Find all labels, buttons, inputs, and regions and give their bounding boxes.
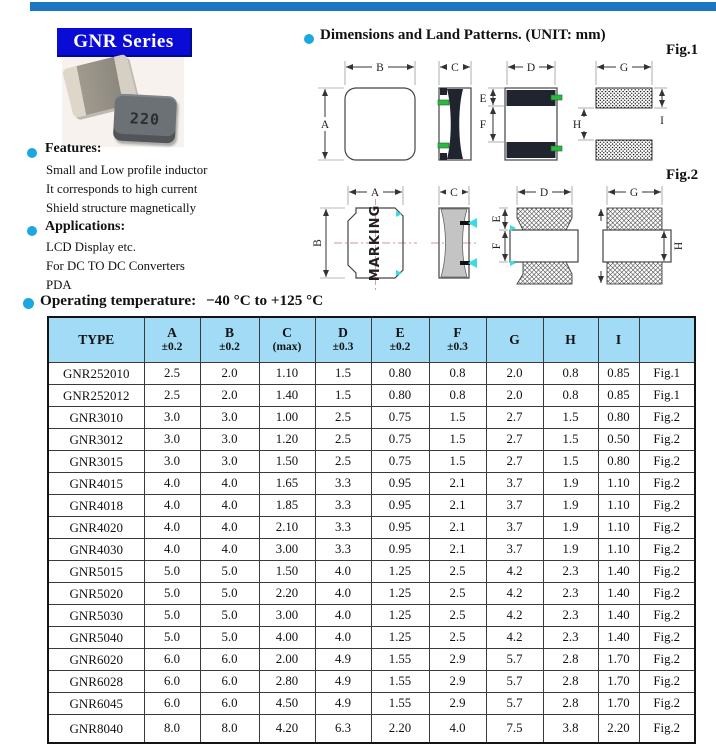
dim-label-D: D <box>526 62 536 74</box>
electrode-mark-green <box>438 100 449 105</box>
table-cell: 2.3 <box>543 561 598 583</box>
table-cell: 4.0 <box>315 627 371 649</box>
column-header-A: A ±0.2 <box>144 317 200 363</box>
table-cell: GNR5015 <box>48 561 144 583</box>
table-cell: 5.0 <box>144 627 200 649</box>
table-cell: GNR5020 <box>48 583 144 605</box>
fig2-bottom-view <box>491 185 578 284</box>
table-cell: 4.0 <box>200 539 259 561</box>
table-cell: GNR3012 <box>48 429 144 451</box>
table-cell: 2.7 <box>486 429 543 451</box>
table-row <box>48 715 695 744</box>
operating-temperature-line <box>40 292 323 310</box>
table-cell: 6.0 <box>200 671 259 693</box>
table-cell: 2.3 <box>543 583 598 605</box>
cyan-mark <box>510 260 516 266</box>
table-cell: 0.95 <box>371 473 429 495</box>
table-cell: 5.0 <box>200 583 259 605</box>
table-cell: Fig.2 <box>639 473 695 495</box>
table-cell: 3.7 <box>486 495 543 517</box>
table-cell: 2.80 <box>259 671 315 693</box>
column-header-G: G <box>486 317 543 363</box>
table-cell: 2.5 <box>315 407 371 429</box>
table-cell: 1.25 <box>371 561 429 583</box>
table-cell: 2.5 <box>144 363 200 385</box>
table-cell: 6.0 <box>144 693 200 715</box>
table-row <box>48 451 695 473</box>
table-row <box>48 671 695 693</box>
table-cell: 2.5 <box>144 385 200 407</box>
table-row <box>48 363 695 385</box>
table-cell: Fig.2 <box>639 451 695 473</box>
table-cell: 5.0 <box>144 561 200 583</box>
table-cell: 1.50 <box>259 561 315 583</box>
feature-item: It corresponds to high current <box>46 182 198 196</box>
table-cell: 3.0 <box>144 451 200 473</box>
table-cell: 2.3 <box>543 605 598 627</box>
table-cell: Fig.2 <box>639 715 695 744</box>
table-cell: 4.0 <box>200 495 259 517</box>
table-cell: 1.9 <box>543 473 598 495</box>
table-cell: 2.20 <box>259 583 315 605</box>
chip-marking: 220 <box>129 108 161 129</box>
table-cell: 1.5 <box>543 407 598 429</box>
dimension-drawings <box>300 45 716 310</box>
dimensions-heading: Dimensions and Land Patterns. (UNIT: mm) <box>320 27 606 43</box>
electrode-mark-green <box>438 143 449 148</box>
table-row <box>48 693 695 715</box>
table-cell: Fig.2 <box>639 407 695 429</box>
dim-label-C: C <box>450 187 458 199</box>
table-cell: 4.0 <box>429 715 486 744</box>
table-cell: 3.0 <box>200 451 259 473</box>
table-cell: 6.0 <box>144 649 200 671</box>
table-cell: Fig.2 <box>639 495 695 517</box>
table-cell: 1.5 <box>315 363 371 385</box>
feature-item: Small and Low profile inductor <box>46 163 208 177</box>
table-row <box>48 605 695 627</box>
table-cell: Fig.2 <box>639 561 695 583</box>
table-cell: 1.20 <box>259 429 315 451</box>
table-cell: 2.0 <box>200 385 259 407</box>
table-cell: 5.0 <box>144 583 200 605</box>
table-cell: 1.5 <box>429 451 486 473</box>
table-cell: 5.7 <box>486 649 543 671</box>
table-cell: 4.20 <box>259 715 315 744</box>
table-cell: 2.7 <box>486 407 543 429</box>
table-cell: 4.9 <box>315 649 371 671</box>
table-cell: 1.40 <box>259 385 315 407</box>
table-cell: 4.0 <box>315 583 371 605</box>
table-cell: 1.70 <box>598 649 639 671</box>
table-cell: 1.40 <box>598 605 639 627</box>
spec-table <box>47 316 696 744</box>
table-row <box>48 517 695 539</box>
application-item: PDA <box>46 278 72 292</box>
table-row <box>48 649 695 671</box>
table-cell: Fig.2 <box>639 583 695 605</box>
table-cell: 0.80 <box>598 451 639 473</box>
table-cell: 4.9 <box>315 671 371 693</box>
table-row <box>48 561 695 583</box>
spec-table-body <box>48 363 695 744</box>
table-cell: Fig.2 <box>639 605 695 627</box>
table-cell: 1.65 <box>259 473 315 495</box>
table-cell: 1.55 <box>371 671 429 693</box>
table-cell: 1.55 <box>371 693 429 715</box>
table-cell: 3.3 <box>315 473 371 495</box>
fig1-bottom-view <box>479 60 562 160</box>
table-cell: 3.0 <box>144 407 200 429</box>
bullet-icon <box>23 298 34 309</box>
table-cell: 6.0 <box>144 671 200 693</box>
column-header-H: H <box>543 317 598 363</box>
table-cell: 0.8 <box>543 385 598 407</box>
table-cell: 5.7 <box>486 671 543 693</box>
table-cell: 2.3 <box>543 627 598 649</box>
table-cell: 1.9 <box>543 517 598 539</box>
table-row <box>48 385 695 407</box>
table-cell: 2.20 <box>598 715 639 744</box>
table-cell: GNR3015 <box>48 451 144 473</box>
table-cell: 7.5 <box>486 715 543 744</box>
table-cell: GNR8040 <box>48 715 144 744</box>
marking-label: MARKING <box>368 204 383 282</box>
table-cell: 6.3 <box>315 715 371 744</box>
table-cell: 2.8 <box>543 693 598 715</box>
table-row <box>48 473 695 495</box>
table-cell: 0.75 <box>371 429 429 451</box>
table-cell: Fig.2 <box>639 693 695 715</box>
table-cell: 2.9 <box>429 693 486 715</box>
dim-label-H: H <box>673 241 685 251</box>
table-cell: 4.0 <box>144 539 200 561</box>
table-cell: 1.40 <box>598 561 639 583</box>
table-cell: Fig.2 <box>639 627 695 649</box>
applications-heading: Applications: <box>45 219 126 234</box>
table-cell: 0.50 <box>598 429 639 451</box>
dim-label-B: B <box>376 62 384 74</box>
inductor-chip-top-view <box>113 93 177 143</box>
table-cell: 1.50 <box>259 451 315 473</box>
table-cell: GNR4018 <box>48 495 144 517</box>
product-photo <box>62 57 184 147</box>
electrode-mark-green <box>551 95 562 100</box>
series-title: GNR Series <box>73 30 174 52</box>
table-cell: Fig.2 <box>639 671 695 693</box>
operating-temperature-value: −40 °C to +125 °C <box>206 292 324 309</box>
table-cell: 1.5 <box>543 429 598 451</box>
table-cell: 4.0 <box>315 605 371 627</box>
electrode-mark-green <box>551 146 562 151</box>
table-cell: 8.0 <box>144 715 200 744</box>
table-cell: 0.80 <box>371 363 429 385</box>
dim-label-A: A <box>320 119 330 131</box>
application-item: For DC TO DC Converters <box>46 259 185 273</box>
table-cell: 3.7 <box>486 473 543 495</box>
fig2-land-pattern <box>601 185 685 284</box>
column-header-I: I <box>598 317 639 363</box>
table-cell: 3.0 <box>200 429 259 451</box>
table-cell: 2.0 <box>200 363 259 385</box>
column-header-C: C (max) <box>259 317 315 363</box>
table-cell: 3.3 <box>315 495 371 517</box>
bullet-icon <box>27 148 37 158</box>
table-row <box>48 429 695 451</box>
table-cell: 0.80 <box>371 385 429 407</box>
operating-temperature-label: Operating temperature: <box>40 292 197 309</box>
table-cell: Fig.2 <box>639 649 695 671</box>
table-cell: 0.80 <box>598 407 639 429</box>
table-cell: 2.5 <box>429 561 486 583</box>
table-cell: Fig.1 <box>639 363 695 385</box>
cyan-mark <box>396 270 402 276</box>
table-cell: 4.0 <box>200 473 259 495</box>
fig2-side-view <box>431 185 477 278</box>
table-cell: 1.25 <box>371 605 429 627</box>
table-cell: 0.85 <box>598 363 639 385</box>
table-cell: 4.2 <box>486 583 543 605</box>
table-cell: 0.85 <box>598 385 639 407</box>
features-heading: Features: <box>45 141 102 156</box>
table-cell: 1.5 <box>315 385 371 407</box>
fig2-top-view <box>312 185 417 290</box>
table-cell: 3.00 <box>259 605 315 627</box>
column-header-TYPE: TYPE <box>48 317 144 363</box>
table-cell: 1.85 <box>259 495 315 517</box>
table-cell: 2.10 <box>259 517 315 539</box>
application-item: LCD Display etc. <box>46 240 136 254</box>
table-cell: 3.7 <box>486 517 543 539</box>
table-cell: 4.0 <box>144 517 200 539</box>
table-cell: 2.1 <box>429 495 486 517</box>
table-cell: 3.3 <box>315 539 371 561</box>
table-cell: 4.2 <box>486 605 543 627</box>
table-cell: 6.0 <box>200 649 259 671</box>
table-cell: 1.5 <box>429 429 486 451</box>
table-cell: GNR4020 <box>48 517 144 539</box>
table-cell: 5.0 <box>200 605 259 627</box>
series-title-box <box>57 28 192 57</box>
fig1-label: Fig.1 <box>666 42 699 58</box>
fig1-top-view <box>317 60 415 160</box>
table-cell: 2.5 <box>429 605 486 627</box>
table-cell: 4.9 <box>315 693 371 715</box>
table-cell: 1.10 <box>598 473 639 495</box>
table-cell: 1.00 <box>259 407 315 429</box>
table-cell: 1.70 <box>598 693 639 715</box>
table-cell: 4.00 <box>259 627 315 649</box>
table-cell: 1.5 <box>429 407 486 429</box>
table-cell: 0.8 <box>429 385 486 407</box>
dim-label-E: E <box>479 93 487 105</box>
table-cell: GNR3010 <box>48 407 144 429</box>
table-cell: 1.40 <box>598 627 639 649</box>
table-cell: 1.10 <box>259 363 315 385</box>
table-cell: 5.0 <box>200 627 259 649</box>
table-cell: GNR252010 <box>48 363 144 385</box>
table-cell: 4.0 <box>315 561 371 583</box>
table-cell: 5.0 <box>144 605 200 627</box>
table-cell: GNR6028 <box>48 671 144 693</box>
table-row <box>48 495 695 517</box>
table-cell: Fig.2 <box>639 517 695 539</box>
table-cell: 1.9 <box>543 539 598 561</box>
table-cell: 1.25 <box>371 627 429 649</box>
table-cell: 0.8 <box>543 363 598 385</box>
table-cell: Fig.1 <box>639 385 695 407</box>
table-cell: GNR4015 <box>48 473 144 495</box>
table-cell: 1.40 <box>598 583 639 605</box>
table-cell: 3.8 <box>543 715 598 744</box>
table-cell: 2.7 <box>486 451 543 473</box>
table-cell: Fig.2 <box>639 429 695 451</box>
table-row <box>48 627 695 649</box>
table-cell: 1.10 <box>598 539 639 561</box>
table-cell: 2.8 <box>543 671 598 693</box>
table-cell: 2.5 <box>429 627 486 649</box>
column-header-B: B ±0.2 <box>200 317 259 363</box>
table-cell: GNR6020 <box>48 649 144 671</box>
table-cell: 3.0 <box>144 429 200 451</box>
table-cell: 0.95 <box>371 539 429 561</box>
table-cell: 1.5 <box>543 451 598 473</box>
table-cell: 2.0 <box>486 385 543 407</box>
dim-label-A: A <box>370 187 380 199</box>
fig1-side-view <box>438 60 471 160</box>
table-cell: 8.0 <box>200 715 259 744</box>
table-cell: 3.0 <box>200 407 259 429</box>
table-cell: 4.0 <box>144 473 200 495</box>
table-cell: 5.7 <box>486 693 543 715</box>
table-cell: 5.0 <box>200 561 259 583</box>
table-row <box>48 539 695 561</box>
dim-label-I: I <box>660 115 664 127</box>
table-cell: 4.2 <box>486 561 543 583</box>
table-cell: 4.2 <box>486 627 543 649</box>
table-row <box>48 407 695 429</box>
table-cell: 3.7 <box>486 539 543 561</box>
table-cell: 2.8 <box>543 649 598 671</box>
table-cell: 3.00 <box>259 539 315 561</box>
table-cell: 2.9 <box>429 649 486 671</box>
table-cell: 1.25 <box>371 583 429 605</box>
table-cell: GNR5030 <box>48 605 144 627</box>
dim-label-F: F <box>491 242 503 250</box>
fig2-label: Fig.2 <box>666 167 699 183</box>
column-header-E: E ±0.2 <box>371 317 429 363</box>
dim-label-B: B <box>312 239 324 247</box>
feature-item: Shield structure magnetically <box>46 201 196 215</box>
table-cell: 1.10 <box>598 495 639 517</box>
dim-label-D: D <box>539 187 549 199</box>
dim-label-F: F <box>479 119 487 131</box>
table-cell: 0.75 <box>371 451 429 473</box>
table-cell: Fig.2 <box>639 539 695 561</box>
table-cell: 2.1 <box>429 517 486 539</box>
table-cell: 4.0 <box>200 517 259 539</box>
fig1-land-pattern <box>569 60 667 160</box>
spec-table-header-row <box>48 317 695 363</box>
table-cell: 1.10 <box>598 517 639 539</box>
table-cell: GNR4030 <box>48 539 144 561</box>
column-header-F: F ±0.3 <box>429 317 486 363</box>
table-cell: 4.0 <box>144 495 200 517</box>
dim-label-H: H <box>572 119 582 131</box>
dim-label-E: E <box>491 215 503 223</box>
dim-label-G: G <box>619 62 629 74</box>
dim-label-G: G <box>629 187 639 199</box>
table-cell: 1.9 <box>543 495 598 517</box>
bullet-icon <box>27 226 37 236</box>
table-cell: 1.55 <box>371 649 429 671</box>
table-cell: GNR6045 <box>48 693 144 715</box>
table-cell: 2.5 <box>315 429 371 451</box>
table-cell: 2.5 <box>315 451 371 473</box>
bullet-icon <box>304 34 314 44</box>
table-cell: 2.9 <box>429 671 486 693</box>
table-cell: 0.8 <box>429 363 486 385</box>
top-accent-bar <box>30 2 716 11</box>
column-header-D: D ±0.3 <box>315 317 371 363</box>
table-cell: 0.95 <box>371 517 429 539</box>
table-row <box>48 583 695 605</box>
table-cell: 4.50 <box>259 693 315 715</box>
table-cell: 2.0 <box>486 363 543 385</box>
table-cell: 6.0 <box>200 693 259 715</box>
table-cell: 1.70 <box>598 671 639 693</box>
table-cell: 2.1 <box>429 473 486 495</box>
table-cell: 2.20 <box>371 715 429 744</box>
table-cell: GNR5040 <box>48 627 144 649</box>
table-cell: 2.5 <box>429 583 486 605</box>
dim-label-C: C <box>451 62 459 74</box>
table-cell: 2.00 <box>259 649 315 671</box>
table-cell: GNR252012 <box>48 385 144 407</box>
table-cell: 0.95 <box>371 495 429 517</box>
column-header-fig-ref <box>639 317 695 363</box>
table-cell: 0.75 <box>371 407 429 429</box>
table-cell: 2.1 <box>429 539 486 561</box>
table-cell: 3.3 <box>315 517 371 539</box>
